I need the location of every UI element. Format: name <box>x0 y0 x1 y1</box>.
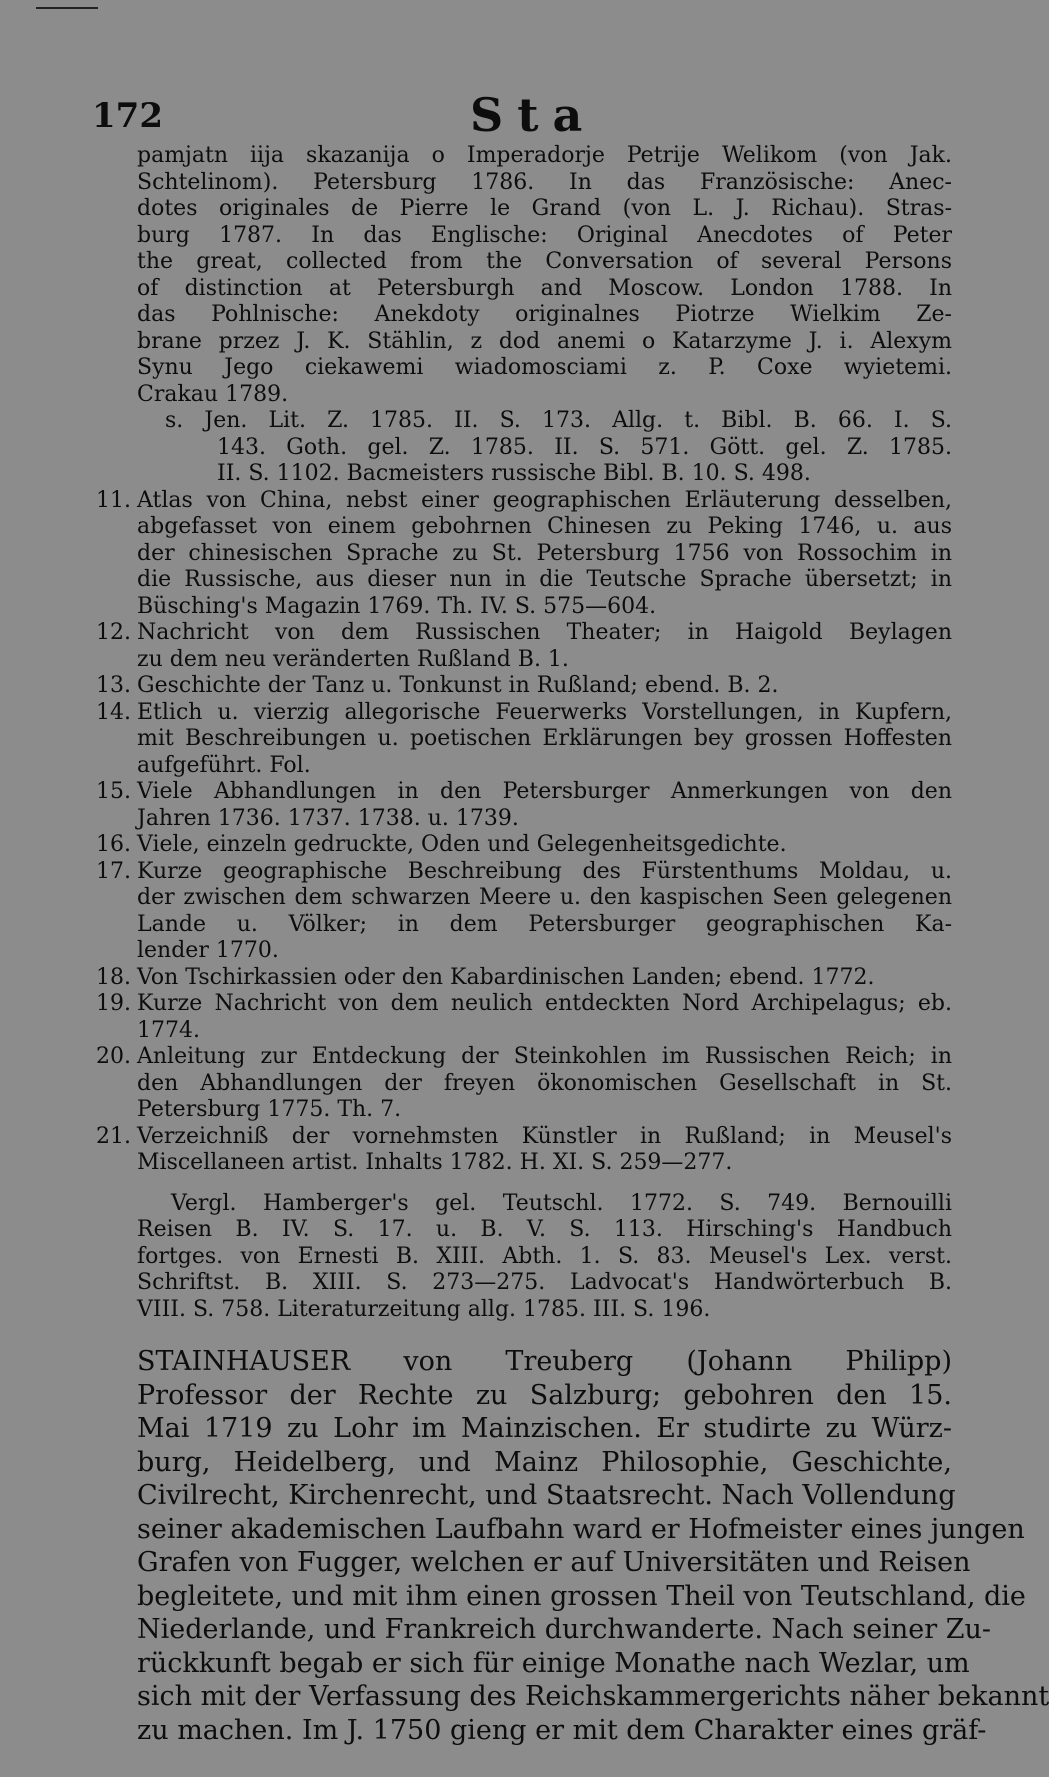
entry-line: Niederlande, und Frankreich durchwanderte. Nach seiner Zu- <box>137 1614 991 1645</box>
entry-line: seiner akademischen Laufbahn ward er Hofmeister eines jungen <box>137 1513 1025 1545</box>
text-line: pamjatn iija skazanija o Imperadorje Petrije Welikom (von Jak. <box>137 143 952 168</box>
entry-line: zu machen. Im J. 1750 gieng er mit dem Charakter eines gräf- <box>137 1714 987 1746</box>
item-number: 17. <box>96 858 131 884</box>
item-line: Petersburg 1775. Th. 7. <box>137 1097 402 1122</box>
item-number: 19. <box>96 991 131 1016</box>
text-line: Schtelinom). Petersburg 1786. In das Französische: Anec- <box>137 169 952 195</box>
reference-line: 143. Goth. gel. Z. 1785. II. S. 571. Gött. gel. Z. 1785. <box>217 434 952 460</box>
item-number: 12. <box>96 620 131 645</box>
vergl-line: fortges. von Ernesti B. XIII. Abth. 1. S. 83. Meusel's Lex. verst. <box>137 1243 952 1269</box>
text-line: brane przez J. K. Stählin, z dod anemi o Katarzyme J. i. Alexym <box>137 328 952 354</box>
list-item <box>96 1044 952 1124</box>
item-number: 11. <box>96 487 131 513</box>
entry-line: Civilrecht, Kirchenrecht, und Staatsrecht. Nach Vollendung <box>137 1480 956 1511</box>
list-item <box>96 964 952 992</box>
item-line: Lande u. Völker; in dem Petersburger geographischen Ka- <box>137 911 952 937</box>
list-item <box>96 1123 952 1177</box>
item-line: Büsching's Magazin 1769. Th. IV. S. 575—604. <box>137 593 657 619</box>
text-line: the great, collected from the Conversation of several Persons <box>137 249 952 274</box>
text-line: of distinction at Petersburgh and Moscow. London 1788. In <box>137 275 952 301</box>
list-item <box>96 487 952 621</box>
item-number: 16. <box>96 832 131 857</box>
top-rule <box>36 7 98 9</box>
list-item <box>96 673 952 700</box>
entry-line: begleitete, und mit ihm einen grossen Theil von Teutschland, die <box>137 1580 1026 1612</box>
item-line: aufgeführt. Fol. <box>137 752 311 778</box>
item-line: abgefasset von einem gebohrnen Chinesen zu Peking 1746, u. aus <box>137 514 952 539</box>
text-line: Synu Jego ciekawemi wiadomosciami z. P. Coxe wyietemi. <box>137 355 952 380</box>
vergl-block <box>137 1191 952 1324</box>
entry-line: Grafen von Fugger, welchen er auf Universitäten und Reisen <box>137 1547 971 1578</box>
text-line: das Pohlnische: Anekdoty originalnes Piotrze Wielkim Ze- <box>137 302 952 327</box>
item-line: Viele, einzeln gedruckte, Oden und Gelegenheitsgedichte. <box>137 832 787 857</box>
vergl-line: Reisen B. IV. S. 17. u. B. V. S. 113. Hirsching's Handbuch <box>137 1217 952 1242</box>
numbered-list <box>96 487 952 1177</box>
item-line: mit Beschreibungen u. poetischen Erklärungen bey grossen Hoffesten <box>137 726 952 751</box>
item-line: lender 1770. <box>137 938 279 963</box>
item-line: Von Tschirkassien oder den Kabardinischen Landen; ebend. 1772. <box>137 964 875 990</box>
item-line: Anleitung zur Entdeckung der Steinkohlen im Russischen Reich; in <box>137 1044 952 1069</box>
reference-line: II. S. 1102. Bacmeisters russische Bibl. B. 10. S. 498. <box>217 461 811 486</box>
item-line: der zwischen dem schwarzen Meere u. den kaspischen Seen gelegenen <box>137 885 952 910</box>
text-line: burg 1787. In das Englische: Original Anecdotes of Peter <box>137 222 952 248</box>
entry-line: Mai 1719 zu Lohr im Mainzischen. Er studirte zu Würz- <box>137 1413 952 1444</box>
item-number: 18. <box>96 964 131 990</box>
reference-line: s. Jen. Lit. Z. 1785. II. S. 173. Allg. t. Bibl. B. 66. I. S. <box>165 408 952 433</box>
list-item <box>96 832 952 859</box>
vergl-line: Vergl. Hamberger's gel. Teutschl. 1772. S. 749. Bernouilli <box>171 1190 952 1216</box>
text-line: Crakau 1789. <box>137 381 289 407</box>
references-block <box>137 408 952 488</box>
item-number: 14. <box>96 699 131 725</box>
item-line: den Abhandlungen der freyen ökonomischen Gesellschaft in St. <box>137 1070 952 1096</box>
list-item <box>96 620 952 673</box>
entry-line: rückkunft begab er sich für einige Monathe nach Wezlar, um <box>137 1647 970 1679</box>
item-line: Nachricht von dem Russischen Theater; in Haigold Beylagen <box>137 620 952 645</box>
page-number: 172 <box>92 96 163 136</box>
item-line: Kurze geographische Beschreibung des Fürstenthums Moldau, u. <box>137 858 952 884</box>
continuation-block <box>137 143 952 408</box>
entry-line: Professor der Rechte zu Salzburg; gebohren den 15. <box>137 1379 952 1411</box>
text-line: dotes originales de Pierre le Grand (von L. J. Richau). Stras- <box>137 196 952 221</box>
item-line: Jahren 1736. 1737. 1738. u. 1739. <box>137 805 519 831</box>
stainhauser-entry <box>137 1345 1049 1747</box>
list-item <box>96 779 952 832</box>
running-head: Sta <box>470 88 597 142</box>
item-number: 21. <box>96 1123 131 1149</box>
vergl-line: Schriftst. B. XIII. S. 273—275. Ladvocat's Handwörterbuch B. <box>137 1270 952 1295</box>
item-line: Viele Abhandlungen in den Petersburger Anmerkungen von den <box>137 779 952 804</box>
item-line: Kurze Nachricht von dem neulich entdeckten Nord Archipelagus; eb. <box>137 991 952 1016</box>
list-item <box>96 699 952 780</box>
item-number: 15. <box>96 779 131 804</box>
entry-heading: STAINHAUSER von Treuberg (Johann Philipp) <box>137 1346 952 1377</box>
item-number: 13. <box>96 673 131 698</box>
list-item <box>96 991 952 1044</box>
vergl-line: VIII. S. 758. Literaturzeitung allg. 1785. III. S. 196. <box>137 1296 711 1322</box>
item-line: Miscellaneen artist. Inhalts 1782. H. XI. S. 259—277. <box>137 1150 733 1175</box>
item-line: Atlas von China, nebst einer geographischen Erläuterung desselben, <box>137 487 952 513</box>
item-line: 1774. <box>137 1017 200 1043</box>
item-line: der chinesischen Sprache zu St. Petersburg 1756 von Rossochim in <box>137 540 952 566</box>
list-item <box>96 858 952 965</box>
item-line: Etlich u. vierzig allegorische Feuerwerks Vorstellungen, in Kupfern, <box>137 699 952 725</box>
entry-line: burg, Heidelberg, und Mainz Philosophie, Geschichte, <box>137 1446 952 1478</box>
item-line: die Russische, aus dieser nun in die Teutsche Sprache übersetzt; in <box>137 567 952 592</box>
item-line: zu dem neu veränderten Rußland B. 1. <box>137 646 569 672</box>
item-line: Geschichte der Tanz u. Tonkunst in Rußland; ebend. B. 2. <box>137 673 779 698</box>
item-number: 20. <box>96 1044 131 1069</box>
page-body <box>96 143 1049 1747</box>
item-line: Verzeichniß der vornehmsten Künstler in Rußland; in Meusel's <box>137 1123 952 1149</box>
entry-line: sich mit der Verfassung des Reichskammergerichts näher bekannt <box>137 1681 1049 1712</box>
